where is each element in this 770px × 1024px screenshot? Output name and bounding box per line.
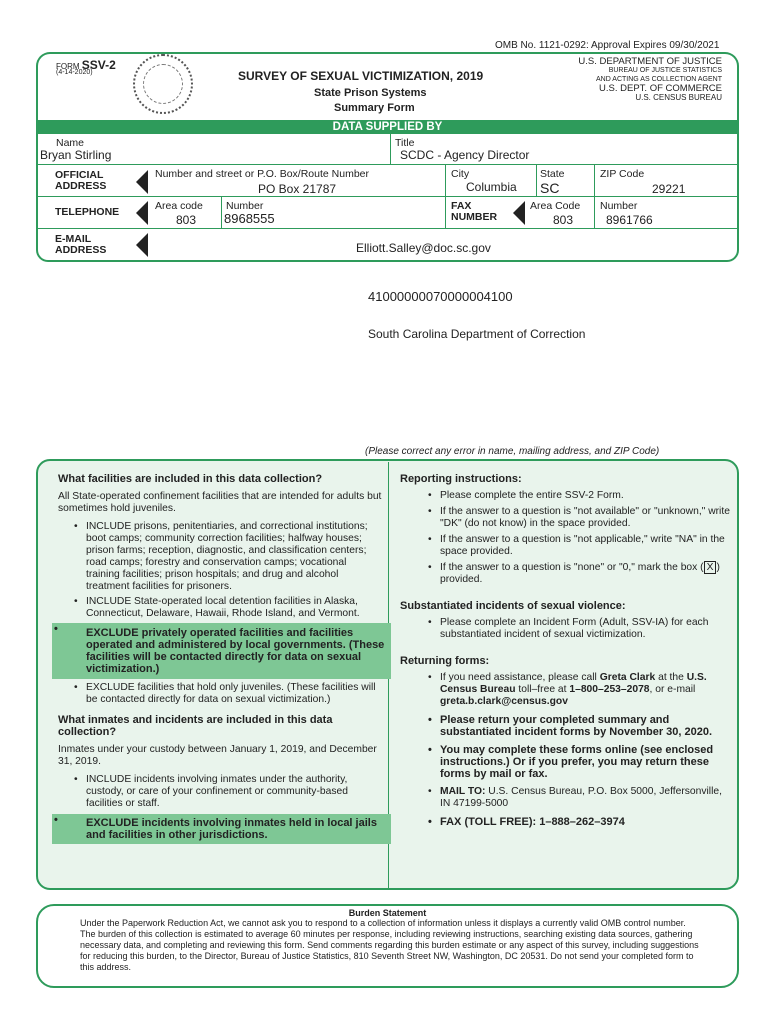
street-label: Number and street or P.O. Box/Route Number — [155, 168, 369, 180]
telephone-row-label: TELEPHONE — [55, 206, 120, 218]
deadline-item: • Please return your completed summary and substantiated incident forms by November 30, 2020. — [426, 714, 730, 738]
city-field[interactable]: Columbia — [466, 180, 517, 194]
name-label: Name — [56, 137, 85, 149]
name-field[interactable]: Bryan Stirling — [40, 148, 112, 162]
burden-text: Under the Paperwork Reduction Act, we cannot ask you to respond to a collection of information unless it displays a currently valid OMB control number. The burden of this collection is estimated to average 60 minutes per response, including reviewing instructions, searching existing data sources, gathering necessary data, and completing and reviewing this form. Send comments regarding this burden estimate or any aspect of this survey, including suggestions for reducing this burden, to the Director, Bureau of Justice Statistics, 810 Seventh Street NW, Washington, DC 20531. Do not send your completed form to this address. — [80, 918, 699, 972]
row-pointer-icon — [136, 201, 148, 225]
state-field[interactable]: SC — [540, 180, 560, 196]
assistance-item: • If you need assistance, please call Greta Clark at the U.S. Census Bureau toll–free at 1–800–253–2078, or e-mail greta.b.clark@census.gov — [426, 672, 730, 708]
zip-label: ZIP Code — [600, 168, 645, 180]
phone-number-label: Number — [226, 200, 264, 212]
reporting-item-1: • Please complete the entire SSV-2 Form. — [426, 490, 730, 502]
exclude-private-item: • EXCLUDE privately operated facilities and facilities operated and administered by local governments. (These facilities will be contacted directly for data on sexual victimization.) — [52, 623, 391, 679]
reporting-heading: Reporting instructions: — [400, 473, 522, 485]
substantiated-heading: Substantiated incidents of sexual violence: — [400, 600, 626, 612]
fax-item: • FAX (TOLL FREE): 1–888–262–3974 — [426, 816, 730, 828]
fax-number-label: Number — [600, 200, 638, 212]
divider — [445, 164, 446, 196]
fax-number-field[interactable]: 8961766 — [606, 213, 653, 227]
survey-title: SURVEY OF SEXUAL VICTIMIZATION, 2019 — [238, 69, 484, 83]
mail-item: • MAIL TO: U.S. Census Bureau, P.O. Box 5000, Jeffersonville, IN 47199-5000 — [426, 786, 730, 810]
inmates-heading: What inmates and incidents are included in this data collection? — [58, 714, 333, 738]
divider — [594, 196, 595, 228]
divider — [36, 228, 739, 229]
omb-number: OMB No. 1121-0292: Approval Expires 09/30/2021 — [495, 40, 720, 51]
agency-block: U.S. DEPARTMENT OF JUSTICE BUREAU OF JUSTICE STATISTICS AND ACTING AS COLLECTION AGENT U.S. DEPT. OF COMMERCE U.S. CENSUS BUREAU — [578, 56, 722, 102]
divider — [594, 164, 595, 196]
substantiated-item: • Please complete an Incident Form (Adult, SSV-IA) for each substantiated incident of sexual victimization. — [426, 617, 730, 641]
burden-title: Burden Statement — [348, 908, 427, 918]
correction-note: (Please correct any error in name, mailing address, and ZIP Code) — [365, 446, 660, 457]
online-item: • You may complete these forms online (see enclosed instructions.) Or if you prefer, you may return these forms by mail or fax. — [426, 744, 730, 780]
phone-area-field[interactable]: 803 — [176, 213, 197, 227]
state-label: State — [540, 168, 565, 180]
fax-area-label: Area Code — [530, 200, 581, 212]
inmates-text: Inmates under your custody between January 1, 2019, and December 31, 2019. — [58, 744, 377, 767]
survey-form-type: Summary Form — [334, 102, 415, 114]
facilities-heading: What facilities are included in this data collection? — [58, 473, 323, 485]
row-pointer-icon — [513, 201, 525, 225]
facilities-text: All State-operated confinement facilities that are intended for adults but sometimes hold juveniles. — [58, 491, 382, 514]
divider — [536, 164, 537, 196]
exclude-juvenile-item: • EXCLUDE facilities that hold only juveniles. (These facilities will be contacted directly for data on sexual victimization.) — [72, 682, 383, 706]
reporting-item-4: • If the answer to a question is "none" or "0," mark the box ( X ) provided. — [426, 562, 730, 586]
street-field[interactable]: PO Box 21787 — [258, 182, 337, 196]
fax-row-label: FAX NUMBER — [451, 200, 498, 223]
none-checkbox[interactable]: X — [704, 561, 717, 574]
right-column — [400, 473, 730, 828]
divider — [221, 196, 222, 228]
fax-area-field[interactable]: 803 — [553, 213, 574, 227]
title-label: Title — [395, 137, 415, 149]
include-prisons-item: • INCLUDE prisons, penitentiaries, and correctional institutions; boot camps; community correction facilities; halfway houses; prison farms; reception, diagnostic, and classification centers; road camps; forestry and conservation camps; vocational training facilities; prison hospitals; and drug and alcohol treatment facilities for prisoners. — [72, 521, 383, 593]
phone-number-field[interactable]: 8968555 — [224, 211, 275, 226]
address-row-label: OFFICIAL ADDRESS — [55, 169, 107, 192]
email-row-label: E-MAIL ADDRESS — [55, 233, 107, 256]
row-pointer-icon — [136, 170, 148, 194]
phone-area-label: Area code — [155, 200, 203, 212]
seal-inner — [143, 64, 183, 104]
row-pointer-icon — [136, 233, 148, 257]
zip-field[interactable]: 29221 — [652, 182, 686, 196]
reporting-item-2: • If the answer to a question is "not available" or "unknown," write "DK" (do not know) in the space provided. — [426, 506, 730, 530]
respondent-id: 41000000070000004100 — [368, 289, 513, 304]
returning-heading: Returning forms: — [400, 655, 490, 667]
title-field[interactable]: SCDC - Agency Director — [400, 148, 530, 162]
left-column — [58, 473, 383, 844]
contact-email-link[interactable]: greta.b.clark@census.gov — [440, 696, 568, 707]
divider — [36, 196, 739, 197]
exclude-local-jails-item: • EXCLUDE incidents involving inmates held in local jails and facilities in other jurisdictions. — [52, 814, 391, 844]
divider — [36, 164, 739, 165]
divider — [445, 196, 446, 228]
data-supplied-bar: DATA SUPPLIED BY — [36, 120, 739, 134]
divider — [390, 134, 391, 164]
include-incidents-item: • INCLUDE incidents involving inmates under the authority, custody, or care of your confinement or community-based facilities or staff. — [72, 774, 383, 810]
survey-subtitle: State Prison Systems — [314, 87, 427, 99]
form-code: FORM SSV-2 — [56, 58, 116, 72]
reporting-item-3: • If the answer to a question is "not applicable," write "NA" in the space provided. — [426, 534, 730, 558]
city-label: City — [451, 168, 470, 180]
form-date: (4-14-2020) — [56, 69, 93, 76]
email-field[interactable]: Elliott.Salley@doc.sc.gov — [356, 241, 491, 255]
include-local-item: • INCLUDE State-operated local detention facilities in Alaska, Connecticut, Delaware, Hawaii, Rhode Island, and Vermont. — [72, 596, 383, 620]
organization-name: South Carolina Department of Correction — [368, 327, 586, 341]
